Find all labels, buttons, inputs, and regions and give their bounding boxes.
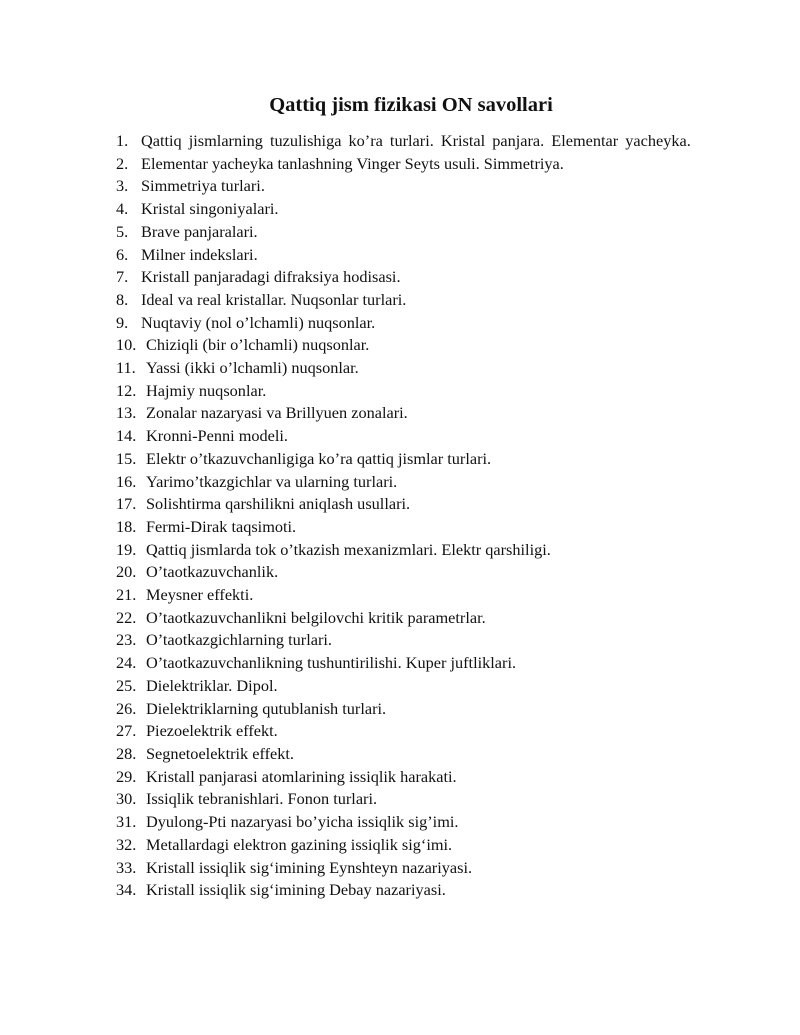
question-number: 28.	[116, 743, 137, 763]
question-list	[116, 130, 705, 902]
question-text: Chiziqli (bir o’lchamli) nuqsonlar.	[146, 335, 370, 355]
question-text: Issiqlik tebranishlari. Fonon turlari.	[146, 789, 378, 809]
question-text: Kronni-Penni modeli.	[146, 426, 288, 446]
question-number: 23.	[116, 630, 137, 650]
question-text: Kristal singoniyalari.	[141, 199, 279, 219]
question-number: 10.	[116, 335, 137, 355]
question-item	[116, 857, 705, 880]
question-number: 9.	[116, 312, 129, 332]
question-number: 34.	[116, 880, 137, 900]
question-text: O’taotkazuvchanlik.	[146, 562, 279, 582]
question-text: Milner indekslari.	[141, 244, 258, 264]
question-number: 30.	[116, 789, 137, 809]
question-item	[116, 312, 705, 335]
question-item	[116, 175, 705, 198]
question-item	[116, 811, 705, 834]
question-number: 7.	[116, 267, 129, 287]
question-text: Kristall panjaradagi difraksiya hodisasi.	[141, 267, 401, 287]
question-item	[116, 698, 705, 721]
question-item	[116, 153, 705, 176]
question-item	[116, 539, 705, 562]
question-number: 20.	[116, 562, 137, 582]
question-text: Dielektriklar. Dipol.	[146, 675, 278, 695]
question-item	[116, 675, 705, 698]
question-text: Kristall panjarasi atomlarining issiqlik harakati.	[146, 766, 457, 786]
question-item	[116, 289, 705, 312]
question-item	[116, 130, 705, 153]
question-number: 8.	[116, 289, 129, 309]
question-number: 21.	[116, 585, 137, 605]
question-item	[116, 879, 705, 902]
question-text: Yassi (ikki o’lchamli) nuqsonlar.	[146, 358, 359, 378]
question-item	[116, 766, 705, 789]
question-text: Kristall issiqlik sig‘imining Debay nazariyasi.	[146, 880, 446, 900]
question-text: Dielektriklarning qutublanish turlari.	[146, 698, 387, 718]
question-item	[116, 652, 705, 675]
question-item	[116, 607, 705, 630]
question-number: 3.	[116, 176, 129, 196]
question-item	[116, 334, 705, 357]
question-item	[116, 834, 705, 857]
question-number: 18.	[116, 516, 137, 536]
question-number: 26.	[116, 698, 137, 718]
question-number: 19.	[116, 539, 137, 559]
question-item	[116, 788, 705, 811]
question-number: 6.	[116, 244, 129, 264]
question-text: Qattiq jismlarda tok o’tkazish mexanizmlari. Elektr qarshiligi.	[146, 539, 551, 559]
question-text: Hajmiy nuqsonlar.	[146, 380, 267, 400]
question-text: Piezoelektrik effekt.	[146, 721, 278, 741]
question-text: Elementar yacheyka tanlashning Vinger Seyts usuli. Simmetriya.	[141, 153, 564, 173]
question-text: O’taotkazgichlarning turlari.	[146, 630, 332, 650]
question-item	[116, 516, 705, 539]
question-item	[116, 471, 705, 494]
question-text: O’taotkazuvchanlikning tushuntirilishi. Kuper juftliklari.	[146, 653, 517, 673]
question-text: Qattiq jismlarning tuzulishiga ko’ra turlari. Kristal panjara. Elementar yacheyka.	[141, 131, 691, 150]
question-number: 12.	[116, 380, 137, 400]
question-text: Kristall issiqlik sig‘imining Eynshteyn nazariyasi.	[146, 857, 473, 877]
question-item	[116, 357, 705, 380]
question-item	[116, 448, 705, 471]
question-item	[116, 720, 705, 743]
question-number: 16.	[116, 471, 137, 491]
question-text: Yarimo’tkazgichlar va ularning turlari.	[146, 471, 398, 491]
document-title: Qattiq jism fizikasi ON savollari	[269, 94, 553, 116]
question-item	[116, 743, 705, 766]
question-text: Solishtirma qarshilikni aniqlash usullari.	[146, 494, 411, 514]
question-item	[116, 198, 705, 221]
question-number: 33.	[116, 857, 137, 877]
question-text: Nuqtaviy (nol o’lchamli) nuqsonlar.	[141, 312, 376, 332]
question-text: Brave panjaralari.	[141, 221, 258, 241]
question-number: 4.	[116, 199, 129, 219]
question-text: Fermi-Dirak taqsimoti.	[146, 516, 297, 536]
question-text: Metallardagi elektron gazining issiqlik sig‘imi.	[146, 834, 453, 854]
question-number: 32.	[116, 834, 137, 854]
question-item	[116, 493, 705, 516]
question-text: Dyulong-Pti nazaryasi bo’yicha issiqlik sig’imi.	[146, 812, 459, 832]
question-number: 15.	[116, 448, 137, 468]
question-item	[116, 244, 705, 267]
question-text: Simmetriya turlari.	[141, 176, 265, 196]
question-text: Elektr o’tkazuvchanligiga ko’ra qattiq jismlar turlari.	[146, 448, 492, 468]
question-item	[116, 425, 705, 448]
question-text: Meysner effekti.	[146, 585, 254, 605]
question-number: 25.	[116, 675, 137, 695]
question-number: 13.	[116, 403, 137, 423]
question-number: 1.	[116, 131, 129, 150]
question-number: 11.	[116, 358, 136, 378]
question-item	[116, 584, 705, 607]
question-number: 2.	[116, 153, 129, 173]
question-number: 24.	[116, 653, 137, 673]
question-item	[116, 380, 705, 403]
question-number: 31.	[116, 812, 137, 832]
question-number: 27.	[116, 721, 137, 741]
question-item	[116, 561, 705, 584]
question-item	[116, 221, 705, 244]
question-text: Zonalar nazaryasi va Brillyuen zonalari.	[146, 403, 408, 423]
question-text: O’taotkazuvchanlikni belgilovchi kritik parametrlar.	[146, 607, 486, 627]
question-number: 29.	[116, 766, 137, 786]
question-number: 14.	[116, 426, 137, 446]
question-number: 5.	[116, 221, 129, 241]
question-item	[116, 266, 705, 289]
question-text: Segnetoelektrik effekt.	[146, 743, 294, 763]
question-number: 22.	[116, 607, 137, 627]
question-text: Ideal va real kristallar. Nuqsonlar turlari.	[141, 289, 407, 309]
question-item	[116, 629, 705, 652]
question-number: 17.	[116, 494, 137, 514]
question-item	[116, 402, 705, 425]
